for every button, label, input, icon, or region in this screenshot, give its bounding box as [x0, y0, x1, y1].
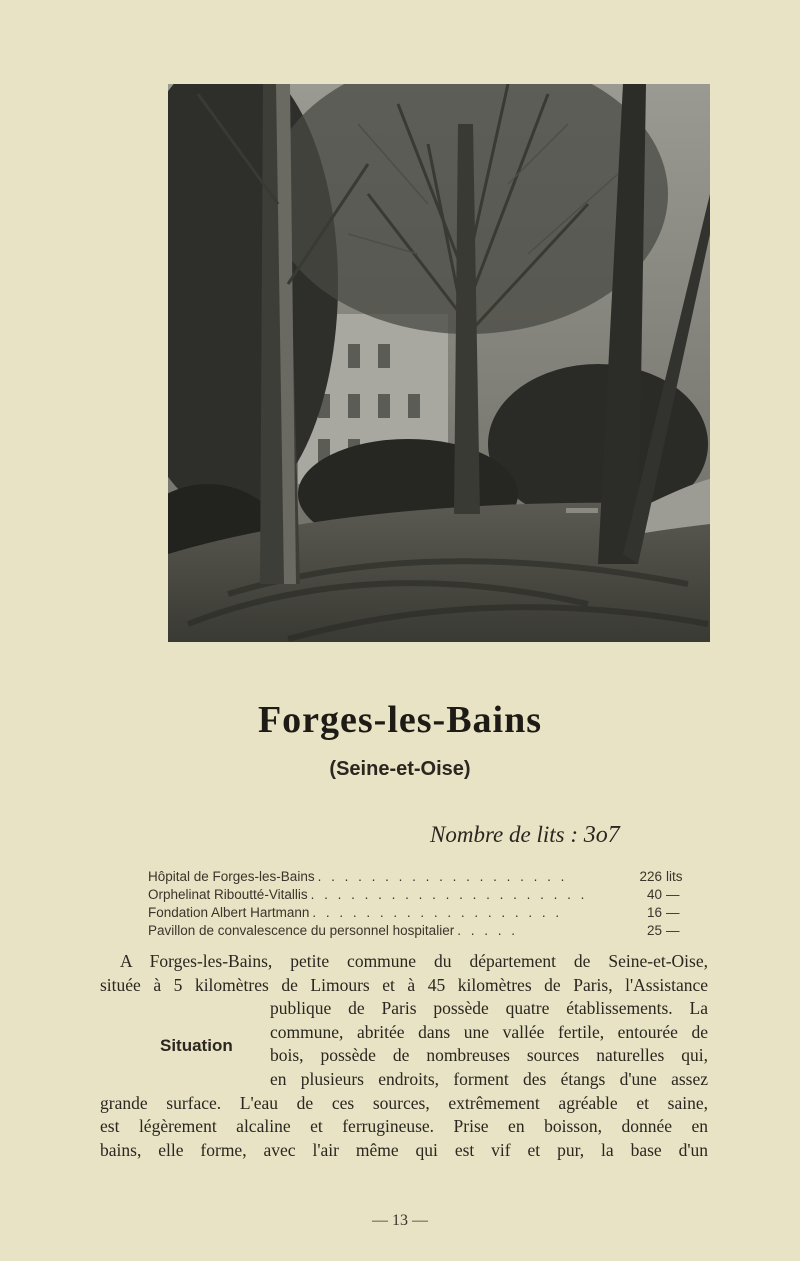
bed-unit: lits — [666, 869, 683, 884]
table-row — [148, 904, 698, 922]
text-line: commune, abritée dans une vallée fertile, entourée de — [270, 1021, 708, 1042]
body-paragraph — [100, 950, 708, 1162]
page-title: Forges-les-Bains — [257, 699, 543, 741]
text-line: située à 5 kilomètres de Limours et à 45 kilomètres de Paris, l'Assistance — [100, 974, 708, 995]
photo-illustration — [168, 84, 710, 642]
bed-value: 16 — [646, 905, 662, 920]
table-row — [148, 922, 698, 940]
text-line: bains, elle forme, avec l'air même qui est vif et pur, la base d'un — [100, 1139, 708, 1160]
bed-value: 25 — [646, 923, 662, 938]
margin-heading-situation: Situation — [160, 1036, 233, 1055]
leader-dots: . . . . . — [457, 923, 518, 938]
establishment-name: Pavillon de convalescence du personnel hospitalier — [148, 923, 455, 938]
leader-dots: . . . . . . . . . . . . . . . . . . . — [312, 905, 563, 920]
table-row — [148, 868, 698, 886]
leader-dots: . . . . . . . . . . . . . . . . . . . . . — [310, 887, 588, 902]
page-subtitle: (Seine-et-Oise) — [329, 758, 471, 780]
text-line: en plusieurs endroits, forment des étangs d'une assez — [270, 1068, 708, 1089]
text-line: A Forges-les-Bains, petite commune du département de Seine-et-Oise, — [120, 951, 708, 971]
bed-unit: — — [666, 905, 680, 920]
text-line: publique de Paris possède quatre établissements. La — [270, 998, 708, 1019]
bed-count-value: 3o7 — [583, 822, 620, 848]
page-number: — 13 — — [372, 1212, 428, 1229]
text-line: bois, possède de nombreuses sources naturelles qui, — [270, 1045, 708, 1066]
park-photograph — [168, 84, 710, 642]
establishment-name: Hôpital de Forges-les-Bains — [148, 869, 315, 884]
bed-unit: — — [666, 923, 680, 938]
bed-count-heading — [430, 822, 620, 849]
leader-dots: . . . . . . . . . . . . . . . . . . . — [317, 869, 568, 884]
bed-value: 40 — [646, 887, 662, 902]
bed-value: 226 — [639, 869, 662, 884]
establishment-name: Fondation Albert Hartmann — [148, 905, 310, 920]
establishment-name: Orphelinat Riboutté-Vitallis — [148, 887, 308, 902]
text-line: grande surface. L'eau de ces sources, extrêmement agréable et saine, — [100, 1092, 708, 1113]
bed-count-label: Nombre de lits : — [430, 822, 578, 847]
text-line: est légèrement alcaline et ferrugineuse. Prise en boisson, donnée en — [100, 1116, 708, 1137]
beds-table — [148, 868, 698, 940]
table-row — [148, 886, 698, 904]
bed-unit: — — [666, 887, 680, 902]
